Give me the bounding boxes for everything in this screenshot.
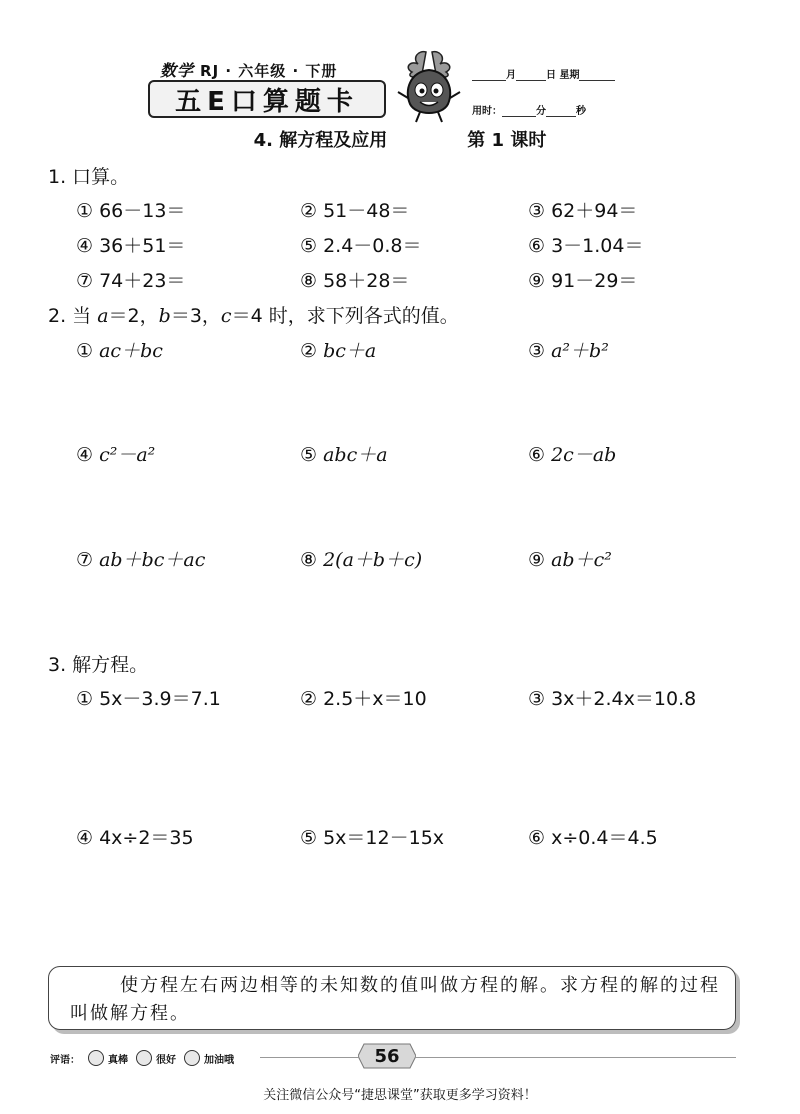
date-line [472,66,615,81]
item-number: ④ [76,444,94,466]
oral-item: ⑦ 74＋23＝ [76,270,186,292]
equation: 4x÷2＝35 [99,827,194,849]
lesson-name: 4. 解方程及应用 [253,130,388,151]
oral-item: ⑥ 3－1.04＝ [528,235,644,257]
value-a: ＝2， [108,305,159,327]
day-blank[interactable] [516,70,546,81]
expression-item [76,545,205,572]
expression: ab＋c² [551,549,612,571]
expression: c²－a² [99,444,156,466]
value-c: ＝4 时，求下列各式的值。 [231,305,459,327]
expression-item [76,336,163,363]
month-blank[interactable] [472,70,506,81]
var-c: c [220,305,232,327]
expression: 2(a＋b＋c) [323,549,423,571]
rating-label: 评语： [50,1054,80,1066]
expression-item [76,440,155,467]
section2-title [48,301,459,328]
item-number: ⑥ [528,444,546,466]
oral-item: ④ 36＋51＝ [76,235,186,257]
item-number: ⑤ [300,827,318,849]
rating-option-1: 真棒 [108,1054,128,1066]
minute-blank[interactable] [502,106,536,117]
grin-face-icon[interactable] [88,1050,104,1066]
equation-item [76,684,221,711]
equation-item [300,684,427,711]
equation-item [528,823,658,850]
oral-item: ⑨ 91－29＝ [528,270,638,292]
equation: x÷0.4＝4.5 [551,827,658,849]
oral-item: ② 51－48＝ [300,200,410,222]
month-label: 月 [506,70,516,81]
var-a: a [97,305,109,327]
section3-title: 3. 解方程。 [48,654,149,676]
item-number: ⑧ [300,549,318,571]
expression: 2c－ab [551,444,617,466]
cheer-face-icon[interactable] [184,1050,200,1066]
smile-face-icon[interactable] [136,1050,152,1066]
expression: ac＋bc [99,340,163,362]
time-label: 用时： [472,106,502,117]
book-title: 五E口算题卡 [148,80,386,118]
item-number: ⑨ [528,549,546,571]
expression: abc＋a [323,444,388,466]
item-number: ⑥ [528,827,546,849]
expression-item [528,545,612,572]
value-b: ＝3， [170,305,221,327]
oral-item: ① 66－13＝ [76,200,186,222]
weekday-label: 星期 [559,70,580,81]
item-number: ⑦ [76,549,94,571]
equation: 5x＝12－15x [323,827,445,849]
page-number [358,1042,416,1070]
subject-label [160,58,337,81]
footer-rule-right [416,1057,736,1058]
item-number: ③ [528,688,546,710]
expression-item [300,440,388,467]
equation-item [300,823,444,850]
footer-rule-left [260,1057,358,1058]
expression-item [300,336,376,363]
second-label: 秒 [576,106,586,117]
time-line [472,102,586,117]
equation-item [528,684,696,711]
item-number: ④ [76,827,94,849]
expression-item [528,336,609,363]
weekday-blank[interactable] [579,70,615,81]
var-b: b [158,305,171,327]
oral-item: ⑧ 58＋28＝ [300,270,410,292]
equation: 2.5＋x＝10 [323,688,427,710]
minute-label: 分 [536,106,546,117]
lesson-session: 第 1 课时 [467,130,547,151]
item-number: ① [76,688,94,710]
lesson-title [0,126,800,152]
edition-label: RJ · 六年级 · 下册 [200,62,338,80]
rating-option-2: 很好 [156,1054,176,1066]
definition-text: 使方程左右两边相等的未知数的值叫做方程的解。求方程的解的过程叫做解方程。 [70,975,720,1024]
equation: 5x－3.9＝7.1 [99,688,221,710]
expression-item [300,545,422,572]
mascot-icon [396,48,462,124]
item-number: ② [300,688,318,710]
subject-name: 数学 [160,61,195,80]
expression-item [528,440,616,467]
equation-item [76,823,194,850]
promo-note: 关注微信公众号“捷思课堂”获取更多学习资料！ [263,1088,537,1103]
section2-title-prefix: 2. 当 [48,305,98,327]
item-number: ① [76,340,94,362]
second-blank[interactable] [546,106,576,117]
oral-item: ③ 62＋94＝ [528,200,638,222]
day-label: 日 [546,70,556,81]
rating-option-3: 加油哦 [204,1054,234,1066]
expression: ab＋bc＋ac [99,549,206,571]
item-number: ③ [528,340,546,362]
item-number: ⑤ [300,444,318,466]
oral-item: ⑤ 2.4－0.8＝ [300,235,422,257]
section1-title: 1. 口算。 [48,166,130,188]
item-number: ② [300,340,318,362]
expression: a²＋b² [551,340,609,362]
rating-bar [50,1050,234,1066]
equation: 3x＋2.4x＝10.8 [551,688,697,710]
page-number-text: 56 [374,1045,400,1067]
expression: bc＋a [323,340,377,362]
